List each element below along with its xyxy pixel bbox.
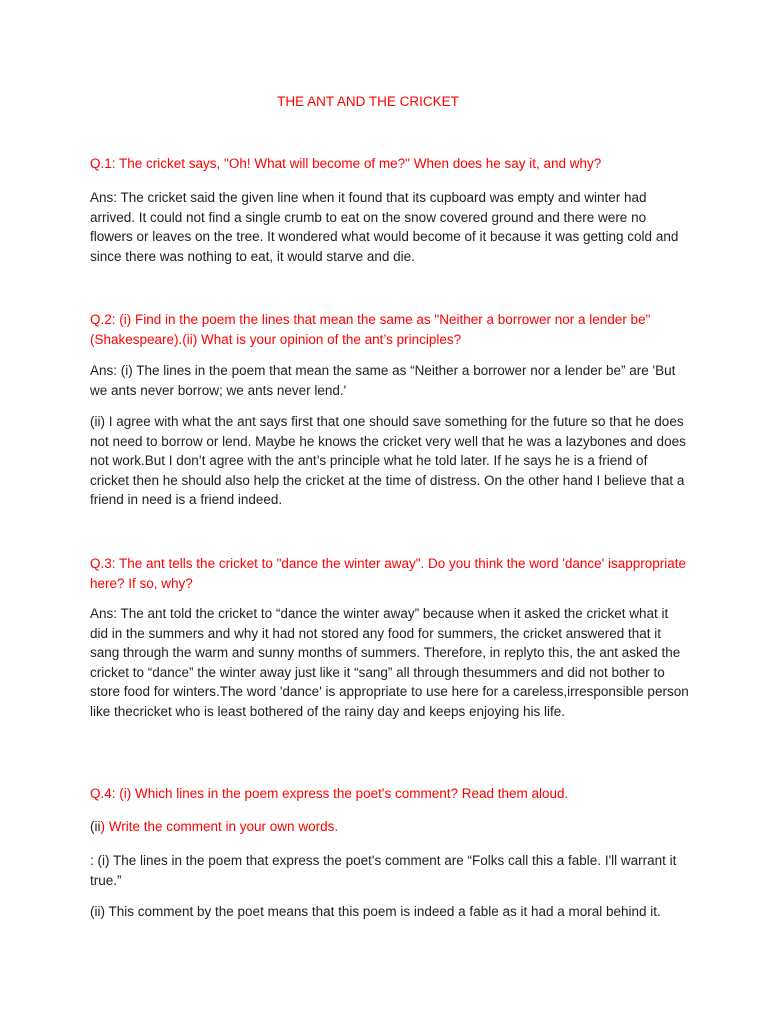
answer-4-part-1: : (i) The lines in the poem that express the poet's comment are “Folks call this a fable. I'll warrant it true.”: [90, 853, 677, 888]
document-title: THE ANT AND THE CRICKET: [277, 94, 459, 109]
answer-1: Ans: The cricket said the given line when it found that its cupboard was empty and winter had arrived. It could not find a single crumb to eat on the snow covered ground and there were no flowers or leaves on the tree. It wondered what would become of it because it was getting cold and since there was nothing to eat, it would starve and die.: [90, 190, 679, 264]
answer-2-part-2: (ii) I agree with what the ant says first that one should save something for the future so that he does not need to borrow or lend. Maybe he knows the cricket very well that he was a lazybones and does not work.But I don’t agree with the ant’s principle what he told later. If he says he is a friend of cricket then he should also help the cricket at the time of distress. On the other hand I believe that a friend in need is a friend indeed.: [90, 414, 686, 508]
question-4: Q.4: (i) Which lines in the poem express the poet's comment? Read them aloud.: [90, 786, 569, 801]
answer-4-part-2: (ii) This comment by the poet means that this poem is indeed a fable as it had a moral behind it.: [90, 904, 661, 919]
answer-2-part-1: Ans: (i) The lines in the poem that mean the same as “Neither a borrower nor a lender be” are 'But we ants never borrow; we ants never lend.': [90, 363, 676, 398]
answer-3: Ans: The ant told the cricket to “dance the winter away” because when it asked the cricket what it did in the summers and why it had not stored any food for summers, the cricket answered that it sang through the warm and sunny months of summers. Therefore, in replyto this, the ant asked the cricket to “dance” the winter away just like it “sang” all through thesummers and did not bother to store food for winters.The word 'dance' is appropriate to use here for a careless,irresponsible person like thecricket who is least bothered of the rainy day and keeps enjoying his life.: [90, 606, 689, 719]
question-1: Q.1: The cricket says, "Oh! What will become of me?" When does he say it, and why?: [90, 156, 602, 171]
question-4-sub-text: ) Write the comment in your own words.: [100, 819, 339, 834]
question-4-sub-prefix: (ii: [90, 819, 101, 834]
question-4-sub: [90, 817, 690, 837]
question-2: Q.2: (i) Find in the poem the lines that mean the same as "Neither a borrower nor a lender be" (Shakespeare).(ii) What is your opinion of the ant’s principles?: [90, 312, 651, 347]
question-3: Q.3: The ant tells the cricket to "dance the winter away". Do you think the word 'dance' isappropriate here? If so, why?: [90, 556, 687, 591]
